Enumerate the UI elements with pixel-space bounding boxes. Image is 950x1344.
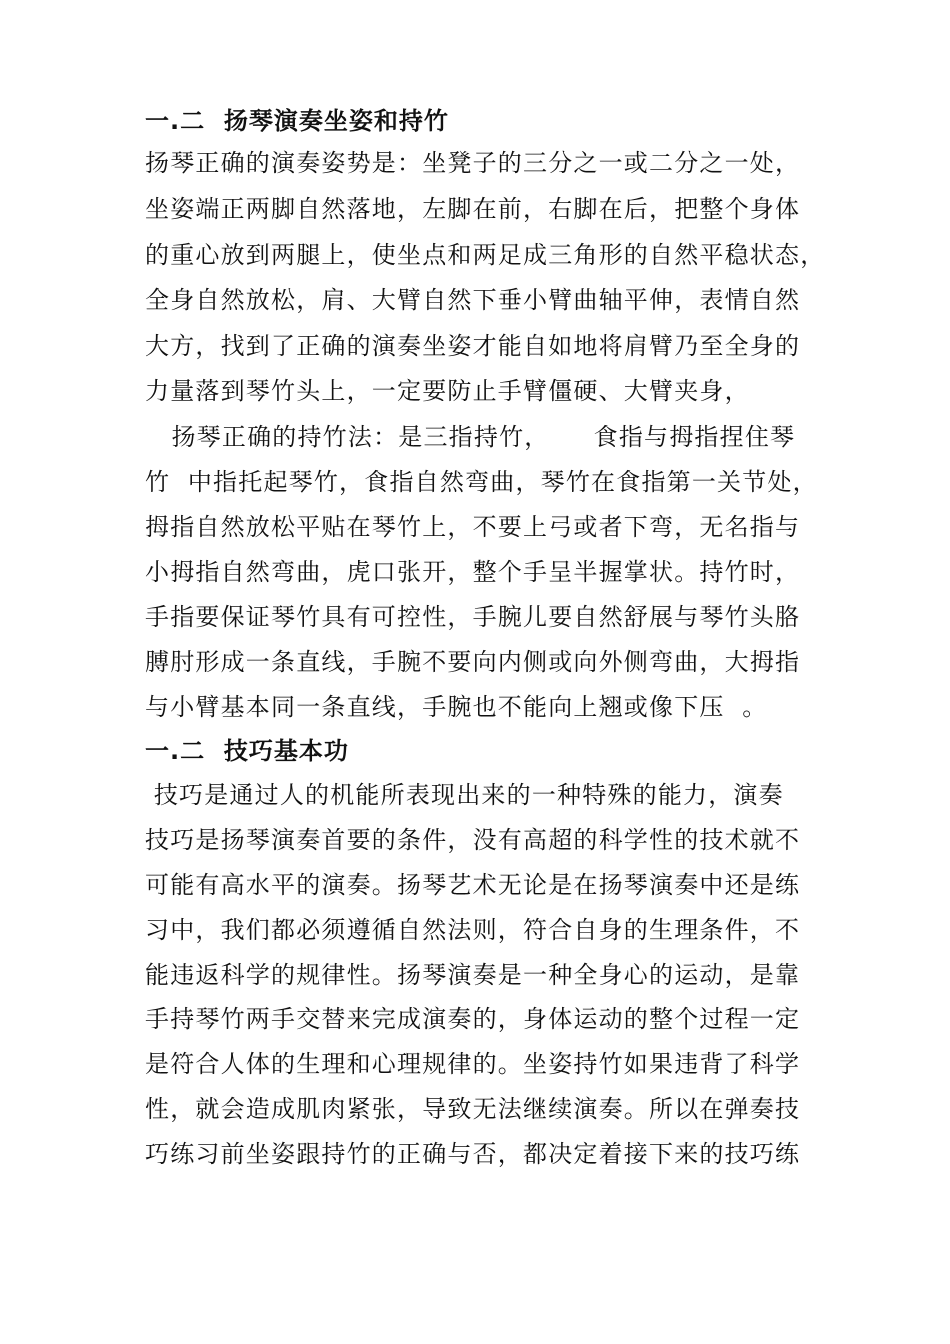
section-heading-basic-skills: 一.二 技巧基本功 — [145, 737, 349, 765]
paragraph-line: 小拇指自然弯曲，虎口张开，整个手呈半握掌状。持竹时， — [145, 558, 801, 586]
paragraph-line: 手指要保证琴竹具有可控性，手腕儿要自然舒展与琴竹头胳 — [145, 603, 801, 631]
paragraph-line: 巧练习前坐姿跟持竹的正确与否，都决定着接下来的技巧练 — [145, 1140, 801, 1168]
paragraph-line: 坐姿端正两脚自然落地，左脚在前，右脚在后，把整个身体 — [145, 195, 801, 223]
paragraph-line: 力量落到琴竹头上，一定要防止手臂僵硬、大臂夹身， — [145, 377, 750, 405]
paragraph-line: 可能有高水平的演奏。扬琴艺术无论是在扬琴演奏中还是练 — [145, 871, 801, 899]
paragraph-line: 扬琴正确的演奏姿势是：坐凳子的三分之一或二分之一处， — [145, 149, 801, 177]
paragraph-line: 扬琴正确的持竹法：是三指持竹， 食指与拇指捏住琴 — [145, 423, 796, 451]
paragraph-line: 技巧是扬琴演奏首要的条件，没有高超的科学性的技术就不 — [145, 826, 801, 854]
paragraph-line: 全身自然放松，肩、大臂自然下垂小臂曲轴平伸，表情自然 — [145, 286, 801, 314]
paragraph-line: 拇指自然放松平贴在琴竹上，不要上弓或者下弯，无名指与 — [145, 513, 801, 541]
paragraph-line: 能违返科学的规律性。扬琴演奏是一种全身心的运动，是靠 — [145, 961, 801, 989]
paragraph-line: 大方，找到了正确的演奏坐姿才能自如地将肩臂乃至全身的 — [145, 332, 801, 360]
paragraph-line: 与小臂基本同一条直线，手腕也不能向上翘或像下压 。 — [145, 693, 768, 721]
paragraph-line: 是符合人体的生理和心理规律的。坐姿持竹如果违背了科学 — [145, 1050, 801, 1078]
section-heading-sitting-posture: 一.二 扬琴演奏坐姿和持竹 — [145, 107, 449, 135]
paragraph-line: 性，就会造成肌肉紧张，导致无法继续演奏。所以在弹奏技 — [145, 1095, 801, 1123]
paragraph-line: 技巧是通过人的机能所表现出来的一种特殊的能力，演奏 — [145, 781, 784, 809]
paragraph-line: 的重心放到两腿上，使坐点和两足成三角形的自然平稳状态， — [145, 241, 826, 269]
paragraph-line: 竹 中指托起琴竹，食指自然弯曲，琴竹在食指第一关节处， — [145, 468, 818, 496]
paragraph-line: 习中，我们都必须遵循自然法则，符合自身的生理条件，不 — [145, 916, 801, 944]
paragraph-line: 手持琴竹两手交替来完成演奏的，身体运动的整个过程一定 — [145, 1005, 801, 1033]
paragraph-line: 膊肘形成一条直线，手腕不要向内侧或向外侧弯曲，大拇指 — [145, 648, 801, 676]
